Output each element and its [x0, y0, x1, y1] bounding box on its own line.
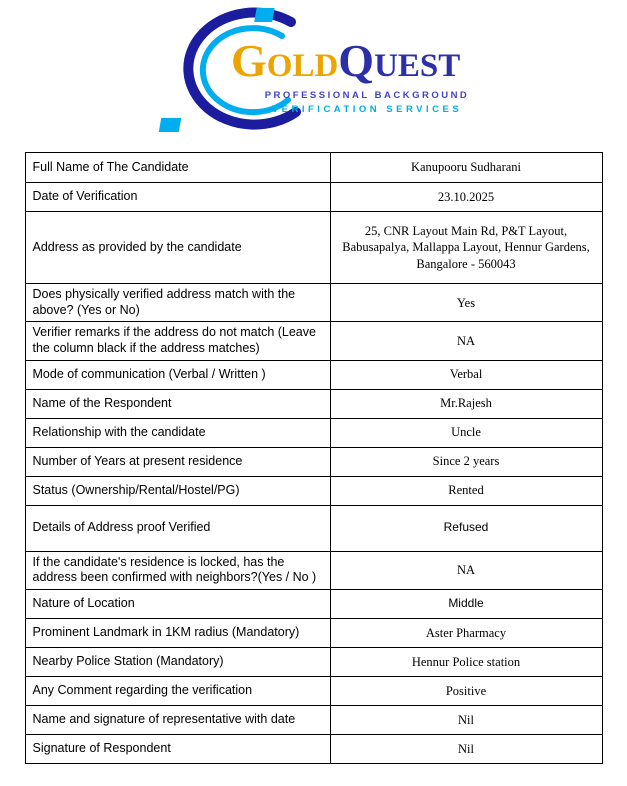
field-value: Nil — [330, 734, 602, 763]
field-value: Mr.Rajesh — [330, 389, 602, 418]
field-label: Name of the Respondent — [25, 389, 330, 418]
field-value: Yes — [330, 284, 602, 322]
brand-text — [231, 35, 460, 86]
field-label: Signature of Respondent — [25, 734, 330, 763]
table-row — [25, 322, 602, 360]
field-value: 23.10.2025 — [330, 183, 602, 212]
brand-uest: UEST — [373, 48, 460, 84]
table-row — [25, 676, 602, 705]
table-row — [25, 212, 602, 284]
field-label: Any Comment regarding the verification — [25, 676, 330, 705]
field-value: Since 2 years — [330, 447, 602, 476]
verification-table-body — [25, 153, 602, 764]
field-label: Date of Verification — [25, 183, 330, 212]
table-row — [25, 476, 602, 505]
tagline-line1: PROFESSIONAL BACKGROUND — [264, 90, 469, 101]
table-row — [25, 705, 602, 734]
field-value: Refused — [330, 505, 602, 551]
field-label: Number of Years at present residence — [25, 447, 330, 476]
table-row — [25, 589, 602, 618]
field-label: Verifier remarks if the address do not match (Leave the column black if the address matches) — [25, 322, 330, 360]
field-label: Name and signature of representative with date — [25, 705, 330, 734]
tagline-line2: VERIFICATION SERVICES — [271, 104, 462, 115]
field-value: Kanupooru Sudharani — [330, 153, 602, 183]
field-value: Hennur Police station — [330, 647, 602, 676]
table-row — [25, 418, 602, 447]
table-row — [25, 284, 602, 322]
field-value: Verbal — [330, 360, 602, 389]
field-label: Status (Ownership/Rental/Hostel/PG) — [25, 476, 330, 505]
table-row — [25, 389, 602, 418]
field-label: Relationship with the candidate — [25, 418, 330, 447]
field-label: If the candidate's residence is locked, has the address been confirmed with neighbors?(Yes / No ) — [25, 551, 330, 589]
field-label: Nature of Location — [25, 589, 330, 618]
field-label: Prominent Landmark in 1KM radius (Mandatory) — [25, 618, 330, 647]
table-row — [25, 360, 602, 389]
field-label: Full Name of The Candidate — [25, 153, 330, 183]
goldquest-logo-icon — [119, 6, 509, 144]
table-row — [25, 447, 602, 476]
table-row — [25, 505, 602, 551]
verification-table — [25, 152, 603, 764]
table-row — [25, 153, 602, 183]
company-logo — [0, 0, 627, 148]
field-value: Nil — [330, 705, 602, 734]
table-row — [25, 551, 602, 589]
table-row — [25, 734, 602, 763]
field-value: Middle — [330, 589, 602, 618]
table-row — [25, 183, 602, 212]
ribbon-bottom-icon — [158, 118, 180, 132]
field-value: Rented — [330, 476, 602, 505]
brand-old: OLD — [266, 48, 338, 84]
field-value: Uncle — [330, 418, 602, 447]
field-label: Nearby Police Station (Mandatory) — [25, 647, 330, 676]
table-row — [25, 618, 602, 647]
field-value: 25, CNR Layout Main Rd, P&T Layout, Babusapalya, Mallappa Layout, Hennur Gardens, Bangalore - 560043 — [330, 212, 602, 284]
table-row — [25, 647, 602, 676]
field-value: NA — [330, 322, 602, 360]
field-label: Address as provided by the candidate — [25, 212, 330, 284]
field-label: Does physically verified address match with the above? (Yes or No) — [25, 284, 330, 322]
brand-g: G — [230, 35, 267, 86]
field-value: NA — [330, 551, 602, 589]
brand-q: Q — [337, 35, 374, 86]
field-value: Positive — [330, 676, 602, 705]
field-value: Aster Pharmacy — [330, 618, 602, 647]
ribbon-top-icon — [254, 8, 274, 22]
field-label: Mode of communication (Verbal / Written ) — [25, 360, 330, 389]
field-label: Details of Address proof Verified — [25, 505, 330, 551]
